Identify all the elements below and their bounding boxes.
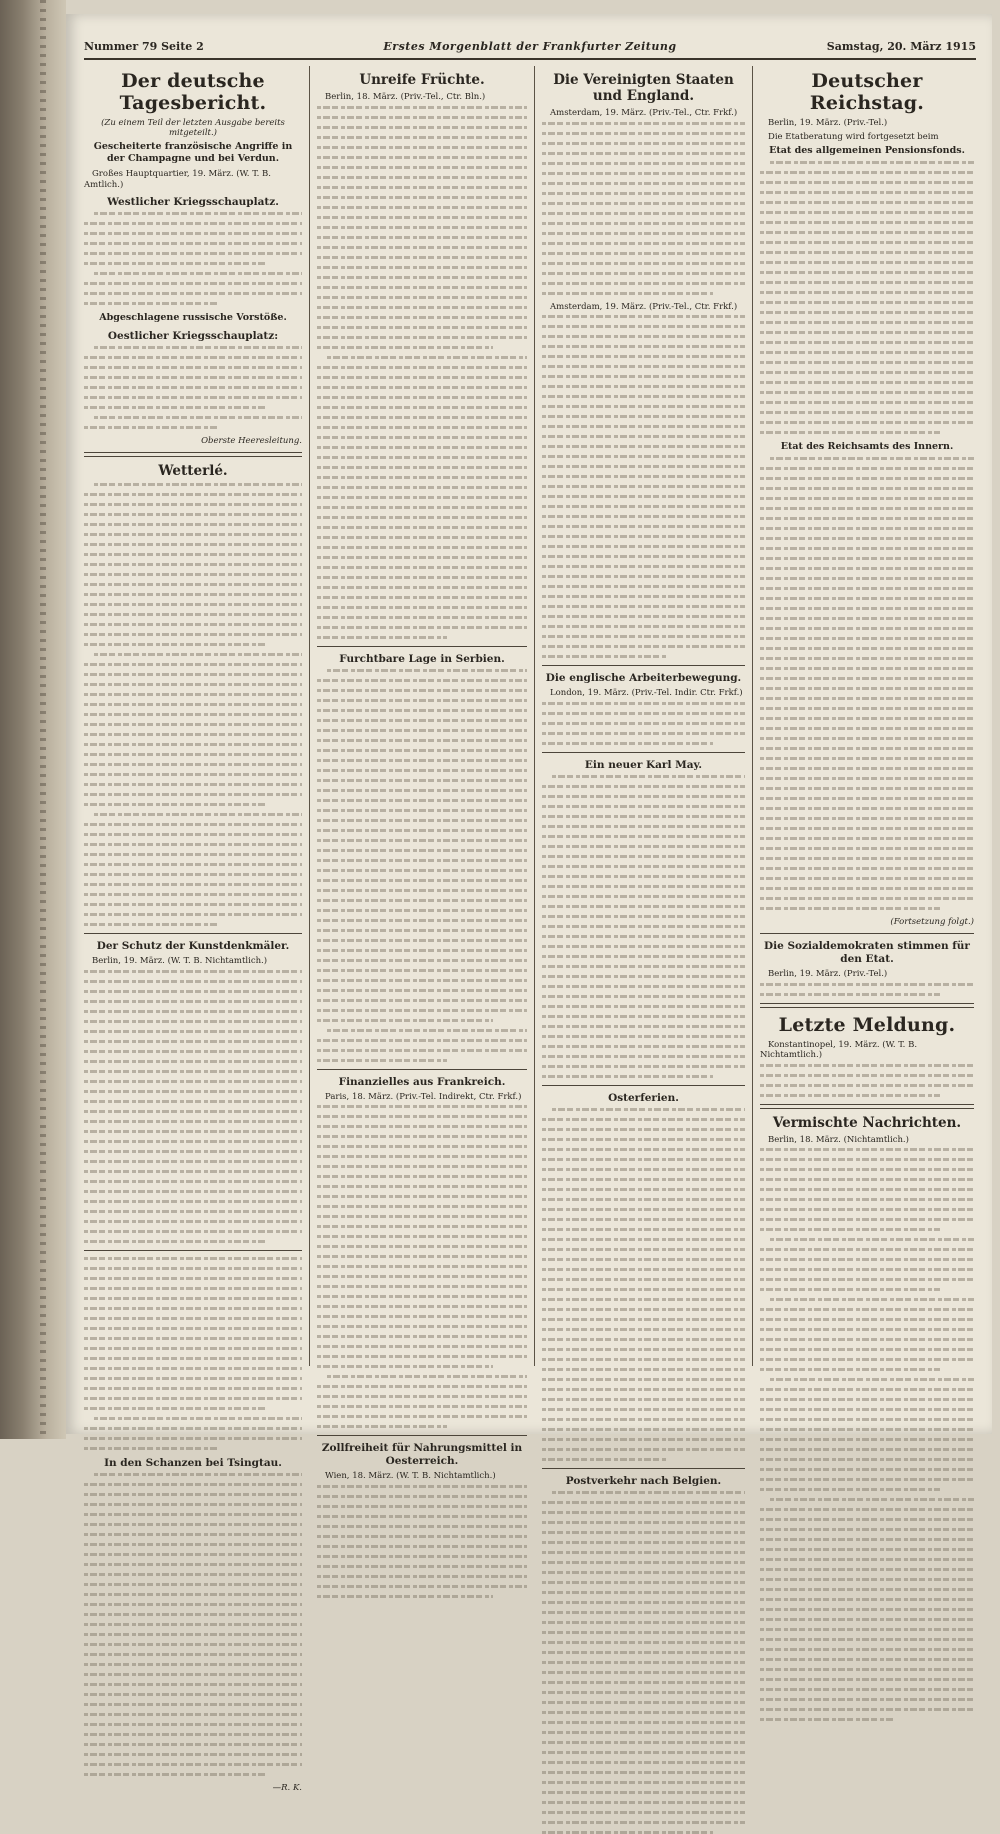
- subheading: Oestlicher Kriegsschauplatz:: [107, 330, 279, 342]
- section-divider: [317, 646, 527, 647]
- body-text: [760, 1148, 974, 1721]
- section-divider: [760, 1003, 974, 1008]
- dateline: Großes Hauptquartier, 19. März. (W. T. B. Amtlich.): [84, 169, 271, 190]
- column-rule: [309, 66, 310, 1366]
- binding-stitch: [40, 0, 46, 1439]
- section-divider: [84, 933, 302, 934]
- body-text: [760, 161, 974, 434]
- article-title: Ein neuer Karl May.: [584, 758, 703, 771]
- article-title: Zollfreiheit für Nahrungsmittel in Oesterreich.: [321, 1442, 523, 1467]
- article-title: In den Schanzen bei Tsingtau.: [104, 1456, 282, 1469]
- article-lead: Etat des Reichsamts des Innern.: [780, 441, 954, 452]
- continuation-note: (Fortsetzung folgt.): [890, 917, 974, 927]
- dateline: Amsterdam, 19. März. (Priv.-Tel., Ctr. Frkf.): [550, 108, 738, 118]
- section-divider: [542, 1085, 745, 1086]
- article-title: Unreife Früchte.: [359, 72, 485, 88]
- article-title: Deutscher Reichstag.: [809, 70, 925, 114]
- dateline: Berlin, 18. März. (Nichtamtlich.): [768, 1134, 909, 1145]
- article-title: Finanzielles aus Frankreich.: [338, 1075, 506, 1088]
- section-divider: [760, 933, 974, 934]
- article-lead: Etat des allgemeinen Pensionsfonds.: [769, 145, 965, 156]
- article-title: Letzte Meldung.: [778, 1013, 956, 1036]
- body-text: [317, 106, 527, 639]
- dateline: Konstantinopel, 19. März. (W. T. B. Nichtamtlich.): [760, 1039, 918, 1060]
- article-title: Postverkehr nach Belgien.: [565, 1474, 722, 1487]
- section-divider: [542, 752, 745, 753]
- dateline: Berlin, 19. März. (W. T. B. Nichtamtlich.): [92, 956, 268, 966]
- dateline: Berlin, 18. März. (Priv.-Tel., Ctr. Bln.): [325, 92, 486, 102]
- signature: Oberste Heeresleitung.: [201, 436, 302, 446]
- book-binding: [0, 0, 66, 1439]
- article-title: Der deutsche Tagesbericht.: [119, 70, 267, 114]
- article-title: Wetterlé.: [158, 463, 228, 479]
- subheading: Westlicher Kriegsschauplatz.: [107, 196, 279, 208]
- section-divider: [317, 1435, 527, 1436]
- body-text: [542, 1491, 745, 1834]
- page-header: [84, 34, 976, 60]
- body-text: [542, 702, 745, 745]
- article-lead: Abgeschlagene russische Vorstöße.: [99, 312, 287, 323]
- body-text: [84, 212, 302, 305]
- section-divider: [760, 1104, 974, 1109]
- newspaper-page: [66, 14, 992, 1793]
- body-text: [542, 122, 745, 295]
- article-lead: Gescheiterte französische Angriffe in der Champagne und bei Verdun.: [93, 141, 293, 164]
- body-text: [84, 1257, 302, 1450]
- dateline: Berlin, 19. März. (Priv.-Tel.): [768, 969, 888, 979]
- dateline: London, 19. März. (Priv.-Tel. Indir. Ctr. Frkf.): [550, 688, 743, 698]
- article-title: Die englische Arbeiterbewegung.: [545, 672, 742, 684]
- subheading: Die Etatberatung wird fortgesetzt beim: [768, 131, 939, 142]
- column-4: [760, 66, 974, 1396]
- article-title: Vermischte Nachrichten.: [772, 1114, 962, 1131]
- body-text: [542, 315, 745, 658]
- body-text: [84, 483, 302, 926]
- article-note: (Zu einem Teil der letzten Ausgabe bereits mitgeteilt.): [101, 118, 285, 138]
- body-text: [84, 1473, 302, 1776]
- issue-date: Samstag, 20. März 1915: [826, 40, 976, 53]
- article-title: Der Schutz der Kunstdenkmäler.: [96, 940, 290, 952]
- body-text: [542, 775, 745, 1078]
- body-text: [317, 669, 527, 1062]
- section-divider: [542, 665, 745, 666]
- dateline: Paris, 18. März. (Priv.-Tel. Indirekt, Ctr. Frkf.): [325, 1091, 522, 1102]
- section-divider: [317, 1069, 527, 1070]
- body-text: [317, 1105, 527, 1428]
- body-text: [760, 457, 974, 910]
- page-number: Nummer 79 Seite 2: [84, 40, 204, 53]
- body-text: [760, 983, 974, 996]
- column-rule: [534, 66, 535, 1366]
- body-text: [84, 970, 302, 1243]
- body-text: [760, 1064, 974, 1097]
- section-divider: [542, 1468, 745, 1469]
- masthead: Erstes Morgenblatt der Frankfurter Zeitung: [383, 40, 677, 53]
- signature: —R. K.: [272, 1782, 302, 1793]
- section-divider: [84, 452, 302, 457]
- article-title: Furchtbare Lage in Serbien.: [339, 652, 505, 665]
- dateline: Amsterdam, 19. März. (Priv.-Tel., Ctr. Frkf.): [550, 301, 738, 312]
- article-title: Osterferien.: [608, 1091, 679, 1104]
- article-title: Die Sozialdemokraten stimmen für den Etat.: [764, 940, 970, 965]
- column-3: [542, 66, 745, 1487]
- body-text: [317, 1485, 527, 1598]
- body-text: [542, 1108, 745, 1461]
- column-1: [84, 66, 302, 1793]
- article-title: Die Vereinigten Staaten und England.: [553, 72, 734, 104]
- column-2: [317, 66, 527, 1481]
- body-text: [84, 346, 302, 429]
- section-divider: [84, 1250, 302, 1251]
- column-rule: [752, 66, 753, 1366]
- dateline: Wien, 18. März. (W. T. B. Nichtamtlich.): [325, 1471, 496, 1481]
- dateline: Berlin, 19. März. (Priv.-Tel.): [768, 118, 888, 128]
